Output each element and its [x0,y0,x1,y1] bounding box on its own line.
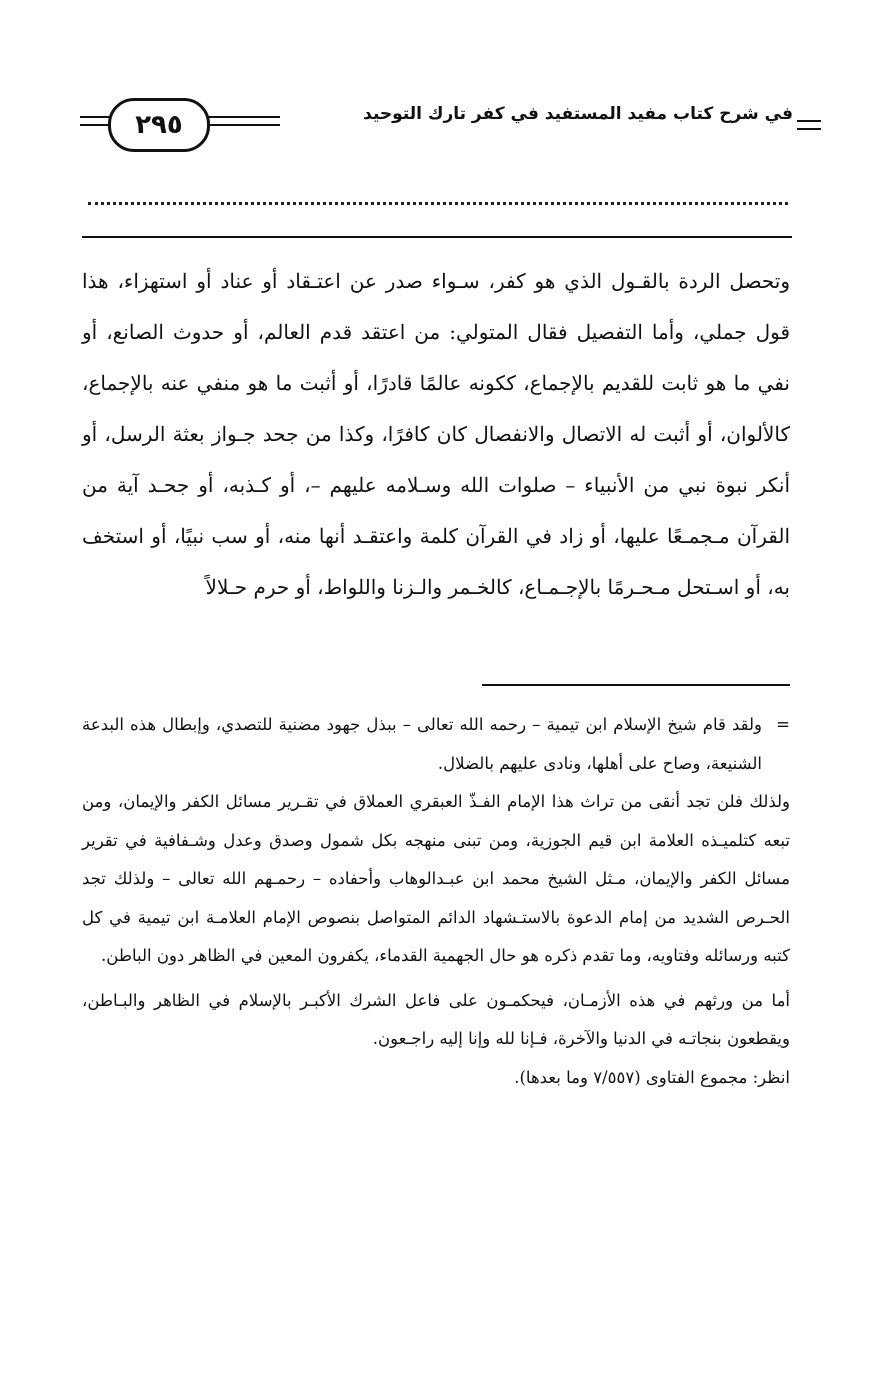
footnote-paragraph [82,706,790,783]
header-rule [200,116,280,118]
footnotes [82,706,790,1097]
footnote-paragraph: ولذلك فلن تجد أنقى من تراث هذا الإمام الفـذّ العبقري العملاق في تقـرير مسائل الكفر والإيمان، ومن تبعه كتلميـذه العلامة ابن قيم الجوزية، ومن تبنى منهجه بكل شمول وصدق وعدل وشـفافية في تقرير مسائل الكفر والإيمان، مـثل الشيخ محمد ابن عبـدالوهاب وأحفاده – رحمـهم الله تعالى – ولذلك تجد الحـرص الشديد من إمام الدعوة بالاستـشهاد الدائم المتواصل بنصوص الإمام العلامـة ابن تيمية في كل كتبه ورسائله وفتاويه، وما تقدم ذكره هو حال الجهمية القدماء، يكفرون المعين في الظاهر دون الباطن. [82,792,790,965]
header-divider [82,236,792,238]
footnote-reference: انظر: مجموع الفتاوى (٧/٥٥٧ وما بعدها). [514,1067,790,1087]
main-text [82,256,790,613]
footnote-divider [482,684,790,686]
title-ornament [797,120,821,130]
page-header [0,80,879,160]
running-title: في شرح كتاب مفيد المستفيد في كفر تارك التوحيد [363,104,793,124]
footnote-paragraph: أما من ورثهم في هذه الأزمـان، فيحكمـون على فاعل الشرك الأكبـر بالإسلام في الظاهر والبـاطن، ويقطعون بنجاتـه في الدنيا والآخرة، فـإنا لله وإنا إليه راجـعون. [82,990,790,1048]
dotted-divider [88,202,788,205]
page-number: ٢٩٥ [108,98,210,152]
body-paragraph: وتحصل الردة بالقـول الذي هو كفر، سـواء صدر عن اعتـقاد أو عناد أو استهزاء، هذا قول جملي، وأما التفصيل فقال المتولي: من اعتقد قدم العالم، أو حدوث الصانع، أو نفي ما هو ثابت للقديم بالإجماع، ككونه عالمًا قادرًا، أو أثبت ما هو منفي عنه بالإجماع، كالألوان، أو أثبت له الاتصال والانفصال كان كافرًا، وكذا من جحد جـواز بعثة الرسل، أو أنكر نبوة نبي من الأنبياء – صلوات الله وسـلامه عليهم –، أو كـذبه، أو جحـد آية من القرآن مـجمـعًا عليها، أو زاد في القرآن كلمة واعتقـد أنها منه، أو سب نبيًا، أو استخف به، أو اسـتحل مـحـرمًا بالإجـمـاع، كالخـمر والـزنا واللواط، أو حرم حـلالاً [82,269,790,599]
header-rule [200,124,280,126]
continuation-marker: = [776,715,790,734]
footnote-text: ولقد قام شيخ الإسلام ابن تيمية – رحمه الله تعالى – ببذل جهود مضنية للتصدي، وإبطال هذه البدعة الشنيعة، وصاح على أهلها، ونادى عليهم بالضلال. [82,715,762,773]
